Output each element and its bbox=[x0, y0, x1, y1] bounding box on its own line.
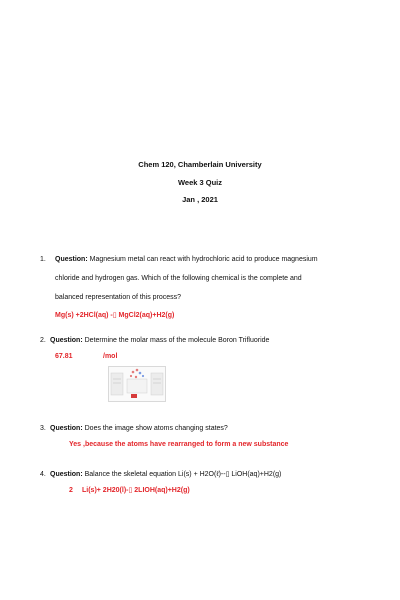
question-text bbox=[55, 256, 318, 264]
question-text bbox=[50, 471, 281, 479]
atom-diagram-image bbox=[108, 366, 166, 402]
question-line: Does the image show atoms changing states? bbox=[84, 425, 228, 432]
atom-diagram-graphic bbox=[109, 367, 165, 401]
question-line: Balance the skeletal equation Li(s) + H2O(ℓ)--▯ LiOH(aq)+H2(g) bbox=[84, 471, 282, 478]
question-line: balanced representation of this process? bbox=[55, 294, 182, 301]
answer-value: 67.81 bbox=[55, 353, 73, 360]
answer-text: Mg(s) +2HCl(aq) -▯ MgCl2(aq)+H2(g) bbox=[55, 312, 175, 319]
question-text bbox=[50, 425, 228, 433]
question-text bbox=[50, 337, 269, 345]
question-line: Magnesium metal can react with hydrochloric acid to produce magnesium bbox=[89, 256, 318, 263]
question-label: Question: bbox=[50, 337, 83, 344]
course-title: Chem 120, Chamberlain University bbox=[138, 160, 262, 169]
quiz-date: Jan , 2021 bbox=[182, 195, 218, 204]
question-label: Question: bbox=[50, 425, 83, 432]
question-line: chloride and hydrogen gas. Which of the following chemical is the complete and bbox=[55, 275, 302, 282]
question-number: 3. bbox=[40, 425, 46, 432]
answer-coefficient: 2 bbox=[69, 487, 73, 494]
question-number: 2. bbox=[40, 337, 46, 344]
answer-text: Li(s)+ 2H20(l)-▯ 2LIOH(aq)+H2(g) bbox=[82, 487, 190, 494]
question-label: Question: bbox=[50, 471, 83, 478]
answer-unit: /mol bbox=[103, 353, 118, 360]
question-number: 1. bbox=[40, 256, 46, 263]
quiz-title: Week 3 Quiz bbox=[177, 178, 223, 187]
question-label: Question: bbox=[55, 256, 88, 263]
question-number: 4. bbox=[40, 471, 46, 478]
question-line: Determine the molar mass of the molecule Boron Trifluoride bbox=[84, 337, 270, 344]
answer-text: Yes ,because the atoms have rearranged to form a new substance bbox=[69, 441, 289, 448]
